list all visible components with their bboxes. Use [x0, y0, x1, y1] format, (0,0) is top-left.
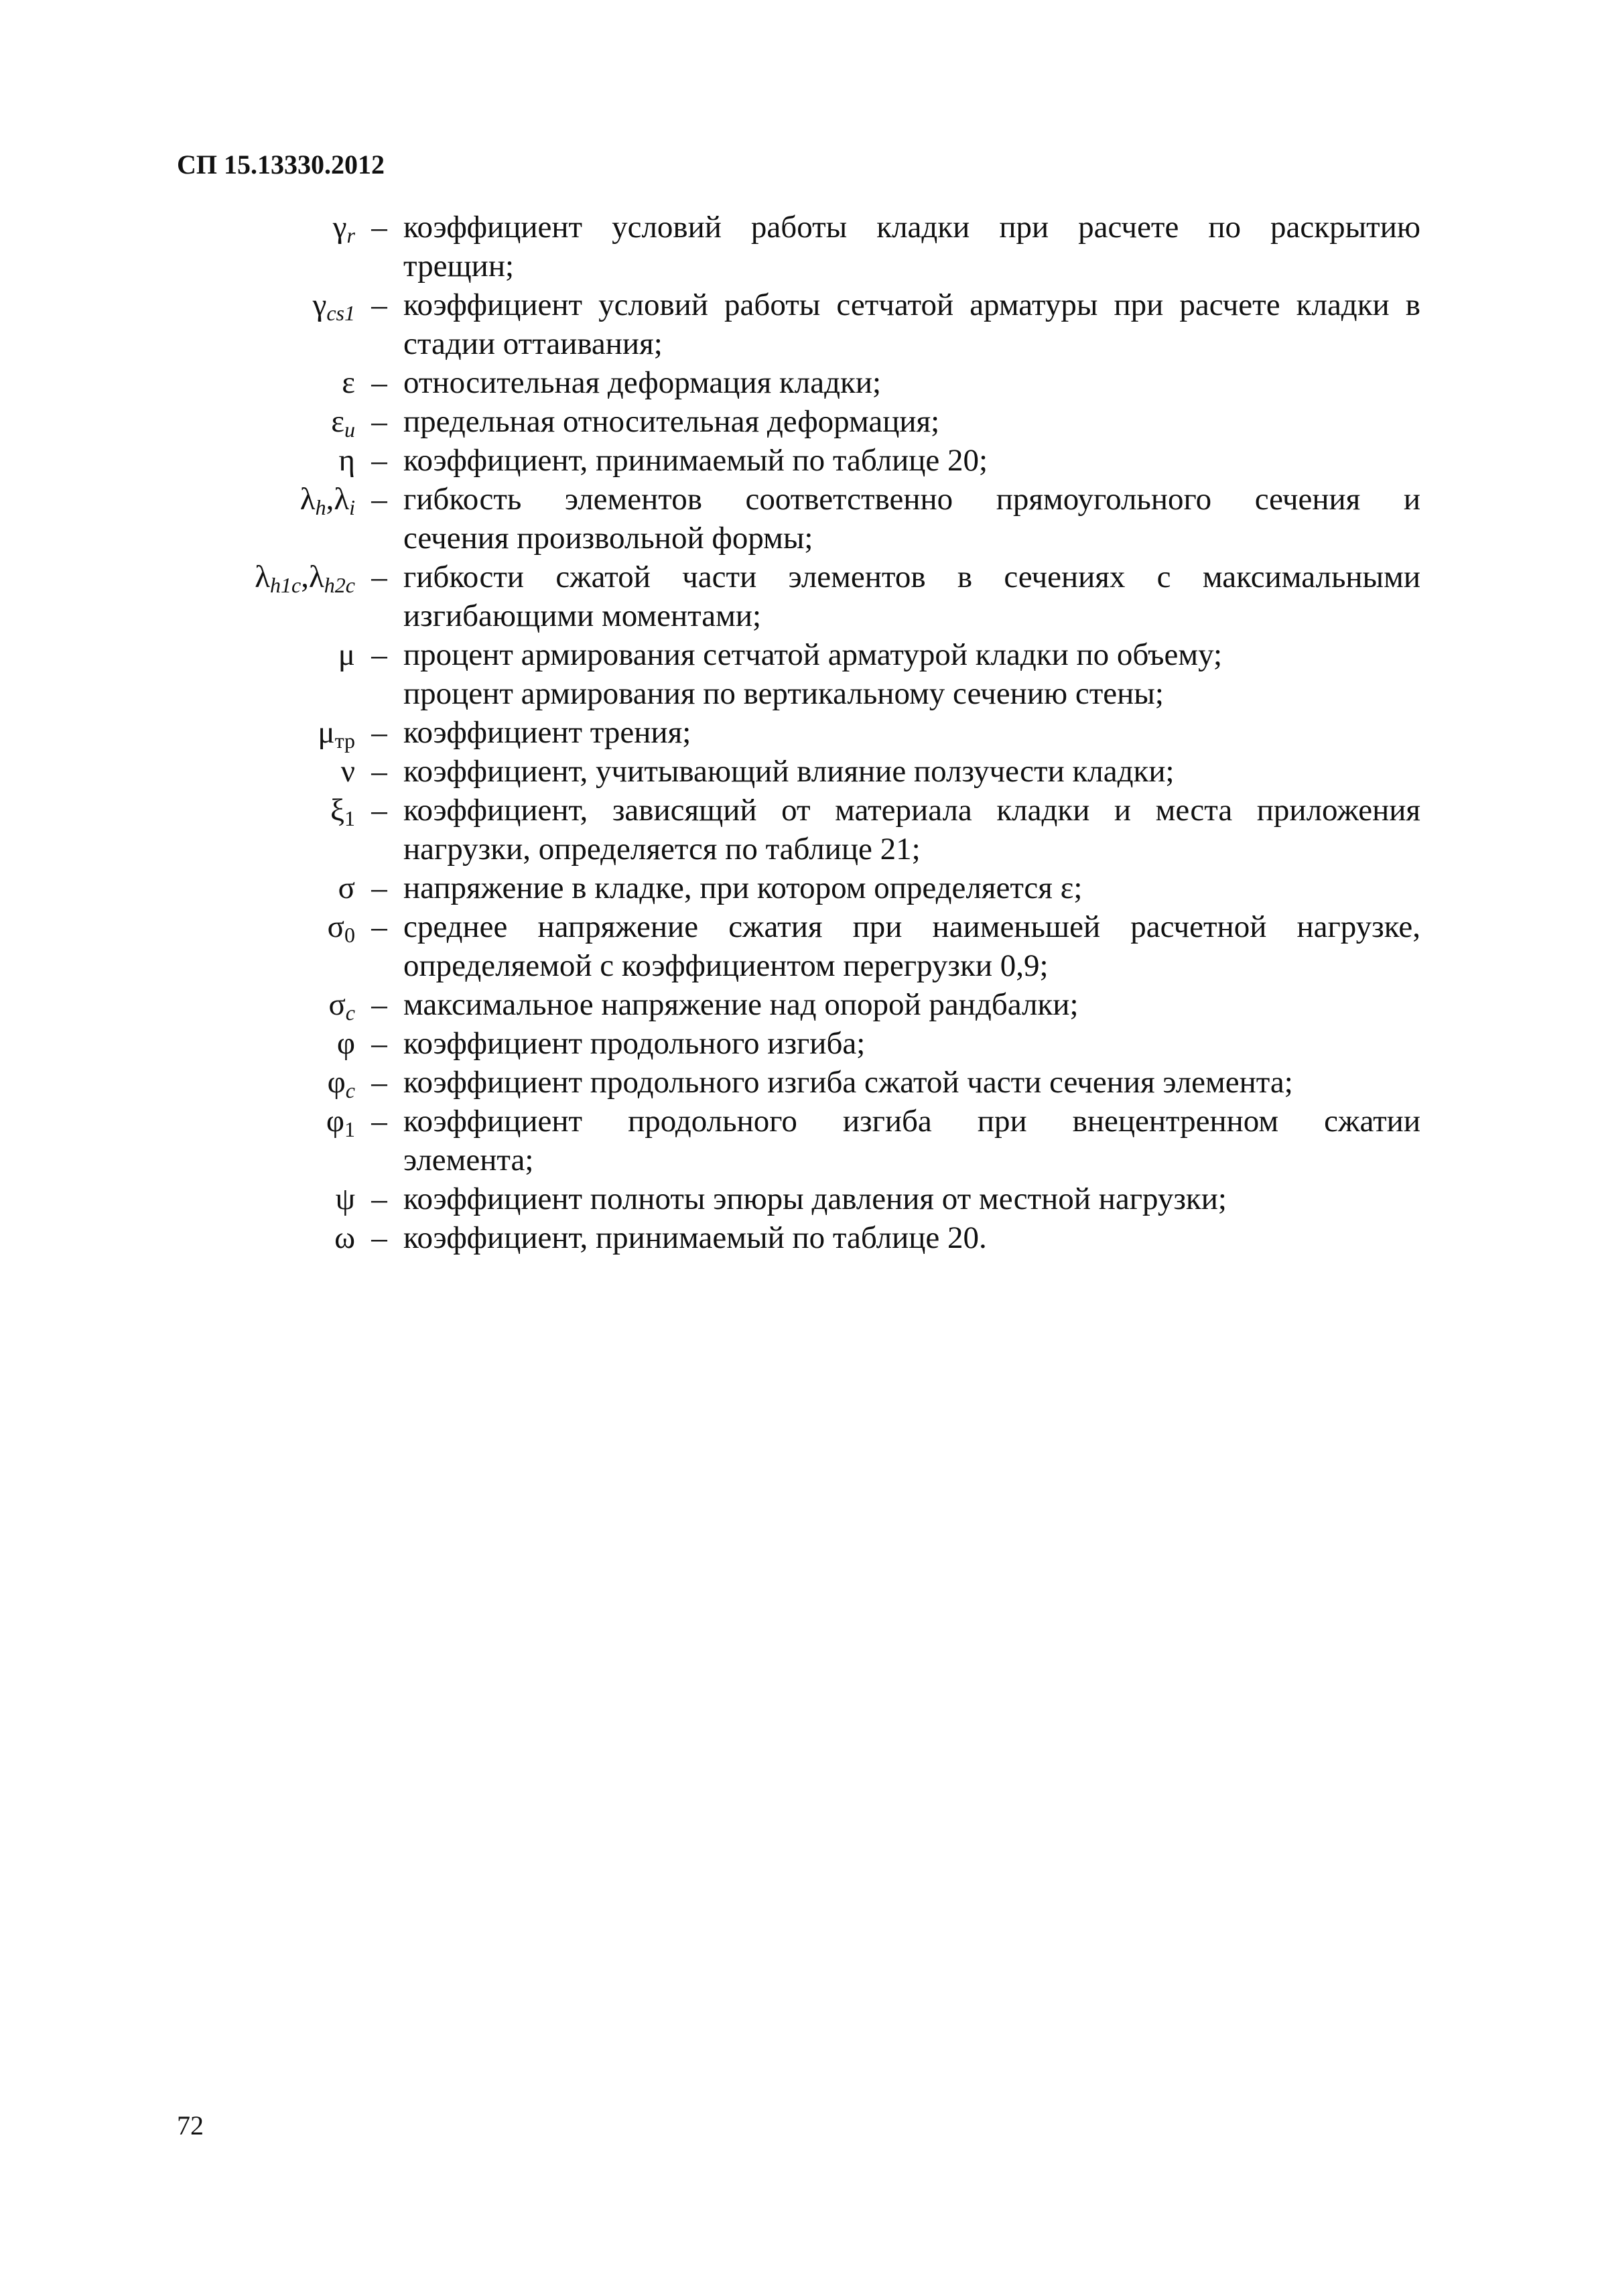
- symbol: [161, 752, 355, 791]
- document-code-header: СП 15.13330.2012: [177, 149, 385, 180]
- symbol: [161, 208, 355, 247]
- symbol-base: φ: [336, 1026, 355, 1061]
- symbol-base: ω: [334, 1220, 355, 1255]
- definition-text: [403, 869, 1420, 907]
- symbol-base: σ: [338, 871, 355, 905]
- definition-text: [403, 635, 1420, 713]
- symbol-base: ξ: [330, 793, 344, 828]
- definition-entry: [161, 480, 1420, 558]
- dash-separator: –: [371, 1182, 387, 1216]
- dash-separator: –: [371, 1065, 387, 1100]
- dash-separator: –: [371, 909, 387, 944]
- page-number: 72: [177, 2110, 204, 2141]
- definition-text: [403, 1218, 1420, 1257]
- symbol-base: φ: [326, 1104, 344, 1139]
- symbol: [161, 1218, 355, 1257]
- definition-entry: [161, 713, 1420, 752]
- definition-line: гибкость элементов соответственно прямоугольного сечения и: [403, 482, 1420, 517]
- symbol-subscript: h: [315, 495, 326, 519]
- definition-entry: [161, 907, 1420, 985]
- symbol: [161, 441, 355, 480]
- symbol-base: μ: [338, 637, 355, 672]
- definition-entry: [161, 363, 1420, 402]
- dash-separator: –: [371, 404, 387, 439]
- definition-line: сечения произвольной формы;: [403, 521, 813, 556]
- definition-line: коэффициент, принимаемый по таблице 20.: [403, 1220, 987, 1255]
- definition-entry: [161, 208, 1420, 285]
- symbol: [161, 907, 355, 946]
- definition-text: [403, 907, 1420, 985]
- definition-line: коэффициент, учитывающий влияние ползучести кладки;: [403, 754, 1175, 789]
- symbol-base: ψ: [335, 1182, 355, 1216]
- definition-line: процент армирования сетчатой арматурой кладки по объему;: [403, 637, 1223, 672]
- definition-line: относительная деформация кладки;: [403, 365, 882, 400]
- definition-entry: [161, 402, 1420, 441]
- dash-separator: –: [371, 871, 387, 905]
- definition-entry: [161, 1102, 1420, 1179]
- definition-entry: [161, 1063, 1420, 1102]
- symbol-subscript: i: [349, 495, 355, 519]
- symbol: [161, 1024, 355, 1063]
- dash-separator: –: [371, 210, 387, 245]
- symbol: [161, 985, 355, 1024]
- symbol-base: ε: [331, 404, 344, 439]
- symbol-subscript: u: [344, 418, 355, 442]
- definition-entry: [161, 869, 1420, 907]
- definition-line: коэффициент продольного изгиба сжатой части сечения элемента;: [403, 1065, 1293, 1100]
- definition-text: [403, 791, 1420, 869]
- definition-entry: [161, 441, 1420, 480]
- symbol-base: γ: [312, 288, 327, 322]
- symbol-base: λ: [309, 560, 324, 594]
- symbol-subscript: 1: [344, 806, 355, 830]
- symbol-subscript: c: [345, 1001, 355, 1025]
- definition-line: коэффициент, принимаемый по таблице 20;: [403, 443, 988, 478]
- symbol: [161, 1179, 355, 1218]
- symbol: [161, 402, 355, 441]
- definition-entry: [161, 285, 1420, 363]
- symbol-base: σ: [327, 909, 344, 944]
- symbol-separator: ,: [326, 482, 334, 517]
- dash-separator: –: [371, 1104, 387, 1139]
- symbol: [161, 1063, 355, 1102]
- symbol-subscript: r: [346, 223, 355, 247]
- dash-separator: –: [371, 637, 387, 672]
- definition-line: процент армирования по вертикальному сечению стены;: [403, 676, 1164, 711]
- definition-text: [403, 558, 1420, 635]
- symbol: [161, 791, 355, 830]
- symbol-subscript: cs1: [326, 301, 355, 325]
- definition-line: напряжение в кладке, при котором определяется ε;: [403, 871, 1083, 905]
- definition-line: коэффициент трения;: [403, 715, 691, 750]
- dash-separator: –: [371, 482, 387, 517]
- definition-entry: [161, 791, 1420, 869]
- symbol: [161, 635, 355, 674]
- symbol: [161, 713, 355, 752]
- definition-text: [403, 480, 1420, 558]
- symbol-subscript: тр: [334, 728, 355, 753]
- definition-entry: [161, 1218, 1420, 1257]
- dash-separator: –: [371, 288, 387, 322]
- symbol-subscript: 0: [344, 923, 355, 947]
- symbol: [161, 1102, 355, 1141]
- definition-text: [403, 441, 1420, 480]
- symbol-base: γ: [332, 210, 347, 245]
- symbol-base: λ: [255, 560, 271, 594]
- symbol: [161, 869, 355, 907]
- definition-line: нагрузки, определяется по таблице 21;: [403, 832, 921, 867]
- definition-text: [403, 1102, 1420, 1179]
- definition-line: среднее напряжение сжатия при наименьшей расчетной нагрузке,: [403, 909, 1420, 944]
- definition-text: [403, 985, 1420, 1024]
- symbol-base: η: [338, 443, 355, 478]
- symbol-base: σ: [328, 987, 346, 1022]
- definition-line: гибкости сжатой части элементов в сечениях с максимальными: [403, 560, 1420, 594]
- definition-line: предельная относительная деформация;: [403, 404, 940, 439]
- definition-line: изгибающими моментами;: [403, 598, 762, 633]
- definition-entry: [161, 1024, 1420, 1063]
- definition-text: [403, 402, 1420, 441]
- definition-line: коэффициент, зависящий от материала кладки и места приложения: [403, 793, 1420, 828]
- symbol-subscript: h2c: [324, 573, 355, 597]
- symbol-base: ν: [340, 754, 355, 789]
- definition-line: стадии оттаивания;: [403, 326, 663, 361]
- dash-separator: –: [371, 715, 387, 750]
- symbol-base: μ: [318, 715, 335, 750]
- definition-entry: [161, 558, 1420, 635]
- definition-text: [403, 363, 1420, 402]
- dash-separator: –: [371, 1220, 387, 1255]
- definition-line: коэффициент условий работы сетчатой арматуры при расчете кладки в: [403, 288, 1420, 322]
- definition-text: [403, 285, 1420, 363]
- dash-separator: –: [371, 365, 387, 400]
- symbol-base: λ: [334, 482, 350, 517]
- symbol-base: ε: [342, 365, 355, 400]
- dash-separator: –: [371, 754, 387, 789]
- symbol: [161, 480, 355, 519]
- dash-separator: –: [371, 793, 387, 828]
- definition-line: коэффициент продольного изгиба при внецентренном сжатии: [403, 1104, 1420, 1139]
- symbol-separator: ,: [301, 560, 309, 594]
- definition-line: коэффициент условий работы кладки при расчете по раскрытию: [403, 210, 1420, 245]
- symbol: [161, 285, 355, 324]
- symbol-subscript: h1c: [270, 573, 302, 597]
- definition-entry: [161, 985, 1420, 1024]
- symbol: [161, 363, 355, 402]
- definition-line: элемента;: [403, 1143, 534, 1177]
- dash-separator: –: [371, 443, 387, 478]
- definition-line: трещин;: [403, 249, 515, 283]
- definition-line: коэффициент продольного изгиба;: [403, 1026, 866, 1061]
- definition-entry: [161, 1179, 1420, 1218]
- symbol-subscript: c: [345, 1078, 355, 1102]
- definition-text: [403, 713, 1420, 752]
- definition-text: [403, 752, 1420, 791]
- definition-text: [403, 1063, 1420, 1102]
- definition-line: коэффициент полноты эпюры давления от местной нагрузки;: [403, 1182, 1227, 1216]
- dash-separator: –: [371, 987, 387, 1022]
- symbol-base: λ: [299, 482, 316, 517]
- definition-text: [403, 208, 1420, 285]
- dash-separator: –: [371, 560, 387, 594]
- dash-separator: –: [371, 1026, 387, 1061]
- symbol-definitions-list: [161, 208, 1420, 1257]
- definition-line: определяемой с коэффициентом перегрузки 0,9;: [403, 948, 1049, 983]
- definition-entry: [161, 635, 1420, 713]
- definition-entry: [161, 752, 1420, 791]
- symbol-base: φ: [327, 1065, 346, 1100]
- symbol-subscript: 1: [344, 1117, 355, 1141]
- symbol: [161, 558, 355, 596]
- definition-line: максимальное напряжение над опорой рандбалки;: [403, 987, 1079, 1022]
- definition-text: [403, 1024, 1420, 1063]
- definition-text: [403, 1179, 1420, 1218]
